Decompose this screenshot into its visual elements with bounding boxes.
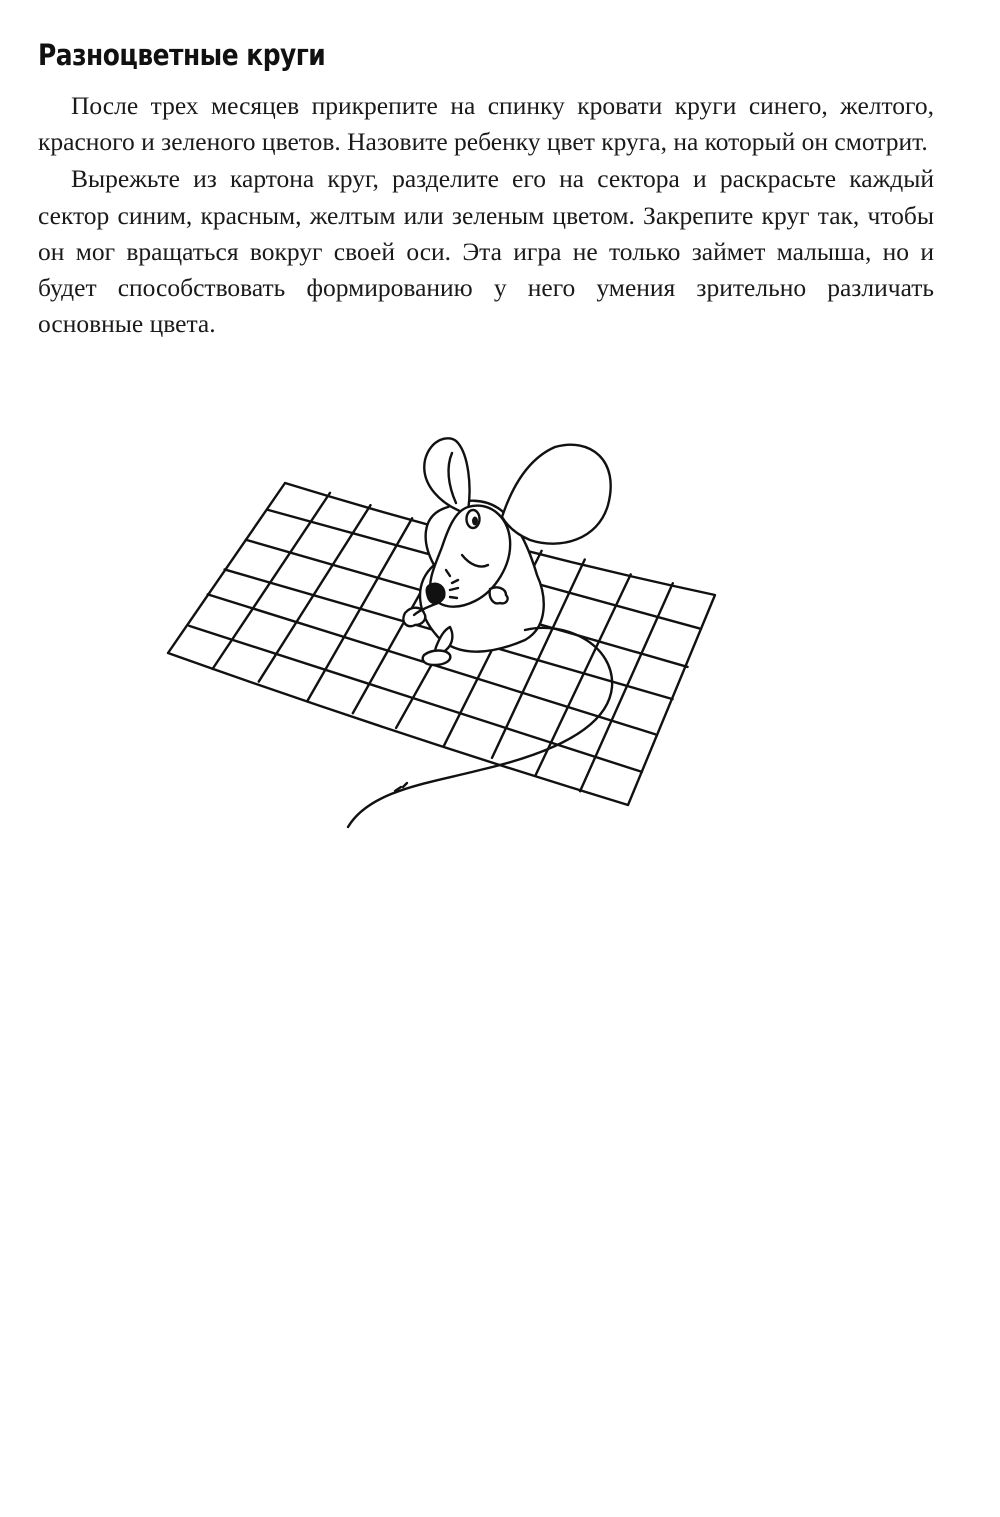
mouse-ear-left — [424, 438, 469, 513]
section-title: Разноцветные круги — [38, 38, 326, 72]
blanket-grid-column-line — [580, 583, 673, 791]
section-body — [38, 88, 934, 343]
mouse-on-blanket-drawing — [150, 415, 740, 845]
blanket-grid-row-line — [189, 626, 642, 772]
mouse — [348, 438, 612, 827]
mouse-illustration — [150, 415, 740, 845]
blanket-grid-column-line — [259, 505, 371, 681]
mouse-ear-right — [502, 445, 611, 544]
mouse-paw-right — [490, 587, 508, 603]
paragraph-1: После трех месяцев прикрепите на спинку кровати круги синего, желтого, красного и зеленого цветов. Назовите ребенку цвет круга, на который он смотрит. — [38, 91, 934, 157]
paragraph-2: Вырежьте из картона круг, разделите его на сектора и раскрасьте каждый сектор синим, красным, желтым или зеленым цветом. Закрепите круг так, чтобы он мог вращаться вокруг своей оси. Эта игра не только займет малыша, но и будет способствовать формированию у него умения зрительно различать основные цвета. — [38, 164, 934, 339]
mouse-nose — [427, 584, 445, 603]
mouse-foot — [423, 651, 451, 666]
mouse-pupil — [472, 517, 478, 526]
blanket-grid-column-line — [213, 493, 330, 669]
